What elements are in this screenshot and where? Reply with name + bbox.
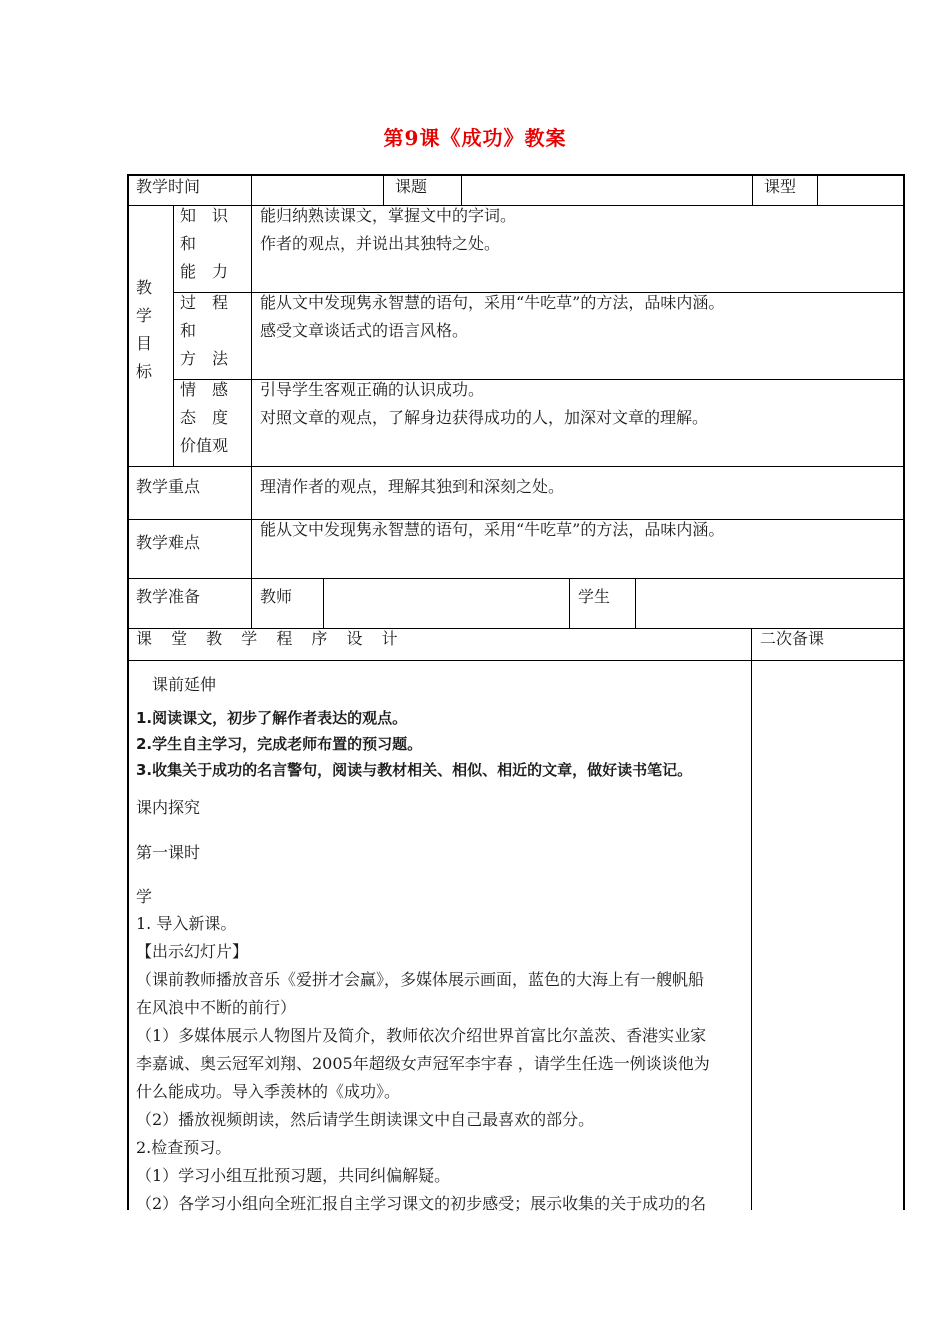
col-divider <box>569 578 570 628</box>
difficulty-label: 教学难点 <box>136 533 201 552</box>
col-divider <box>752 174 753 205</box>
program-label: 课 堂 教 学 程 序 设 计 <box>136 629 398 648</box>
lesson-plan-table <box>127 174 905 1213</box>
col-divider <box>383 174 384 205</box>
col-divider <box>817 174 818 205</box>
pre-item: 1.阅读课文，初步了解作者表达的观点。 <box>136 709 408 727</box>
content-line: （课前教师播放音乐《爱拼才会赢》，多媒体展示画面，蓝色的大海上有一艘帆船 <box>136 970 705 989</box>
content-line: 【出示幻灯片】 <box>136 942 249 961</box>
pre-item: 3.收集关于成功的名言警句，阅读与教材相关、相似、相近的文章，做好读书笔记。 <box>136 761 693 779</box>
table-border-right <box>903 174 905 1210</box>
time-label: 教学时间 <box>136 177 201 196</box>
prep-label: 教学准备 <box>136 587 201 606</box>
document-title: 第9课《成功》教案 <box>383 126 567 150</box>
goals-label-char: 学 <box>136 306 153 325</box>
type-label: 课型 <box>764 177 797 196</box>
prep-student-label: 学生 <box>578 587 611 606</box>
emotion-label-line: 情 感 <box>180 380 229 399</box>
in-class-heading: 课内探究 <box>136 798 201 817</box>
goals-label-char: 标 <box>136 362 153 381</box>
key-point-text: 理清作者的观点，理解其独到和深刻之处。 <box>260 477 565 496</box>
process-text: 能从文中发现隽永智慧的语句，采用“牛吃草”的方法，品味内涵。 <box>260 293 725 312</box>
content-line: （1）学习小组互批预习题，共同纠偏解疑。 <box>136 1166 451 1185</box>
knowledge-label-line: 知 识 <box>180 206 229 225</box>
row-divider <box>127 660 905 661</box>
prep-teacher-label: 教师 <box>260 587 293 606</box>
emotion-label-line: 价值观 <box>180 436 229 455</box>
key-point-label: 教学重点 <box>136 477 201 496</box>
col-divider <box>751 628 752 1210</box>
emotion-label-line: 态 度 <box>180 408 229 427</box>
goals-label-char: 教 <box>136 278 153 297</box>
first-period-heading: 第一课时 <box>136 843 201 862</box>
content-line: 1. 导入新课。 <box>136 914 237 933</box>
content-line: 李嘉诚、奥云冠军刘翔、2005年超级女声冠军李宇春 ，请学生任选一例谈谈他为 <box>136 1054 710 1073</box>
content-line: 在风浪中不断的前行） <box>136 998 297 1017</box>
row-divider <box>127 466 905 467</box>
process-label-line: 方 法 <box>180 349 229 368</box>
col-divider <box>251 205 252 579</box>
process-text: 感受文章谈话式的语言风格。 <box>260 321 469 340</box>
emotion-text: 引导学生客观正确的认识成功。 <box>260 380 485 399</box>
goals-label-char: 目 <box>136 334 153 353</box>
knowledge-label-line: 和 <box>180 234 197 253</box>
content-line: 什么能成功。导入季羡林的《成功》。 <box>136 1082 401 1101</box>
col-divider <box>173 205 174 466</box>
difficulty-text: 能从文中发现隽永智慧的语句，采用“牛吃草”的方法，品味内涵。 <box>260 520 725 539</box>
emotion-text: 对照文章的观点，了解身边获得成功的人，加深对文章的理解。 <box>260 408 709 427</box>
row-divider <box>127 578 905 579</box>
learn-heading: 学 <box>136 887 153 906</box>
col-divider <box>323 578 324 628</box>
content-line: （2）各学习小组向全班汇报自主学习课文的初步感受；展示收集的关于成功的名 <box>136 1194 707 1213</box>
process-label-line: 过 程 <box>180 293 229 312</box>
table-border-left <box>127 174 129 1210</box>
knowledge-text: 作者的观点，并说出其独特之处。 <box>260 234 501 253</box>
process-label-line: 和 <box>180 321 197 340</box>
col-divider <box>635 578 636 628</box>
col-divider <box>461 174 462 205</box>
col-divider <box>251 578 252 628</box>
pre-item: 2.学生自主学习，完成老师布置的预习题。 <box>136 735 423 753</box>
second-prep-label: 二次备课 <box>760 629 825 648</box>
col-divider <box>251 174 252 205</box>
pre-heading: 课前延伸 <box>152 675 217 694</box>
content-line: （1）多媒体展示人物图片及简介，教师依次介绍世界首富比尔盖茨、香港实业家 <box>136 1026 707 1045</box>
knowledge-text: 能归纳熟读课文，掌握文中的字词。 <box>260 206 517 225</box>
content-line: （2）播放视频朗读，然后请学生朗读课文中自己最喜欢的部分。 <box>136 1110 595 1129</box>
knowledge-label-line: 能 力 <box>180 262 229 281</box>
table-border-top <box>127 174 905 176</box>
topic-label: 课题 <box>395 177 428 196</box>
content-line: 2.检查预习。 <box>136 1138 232 1157</box>
